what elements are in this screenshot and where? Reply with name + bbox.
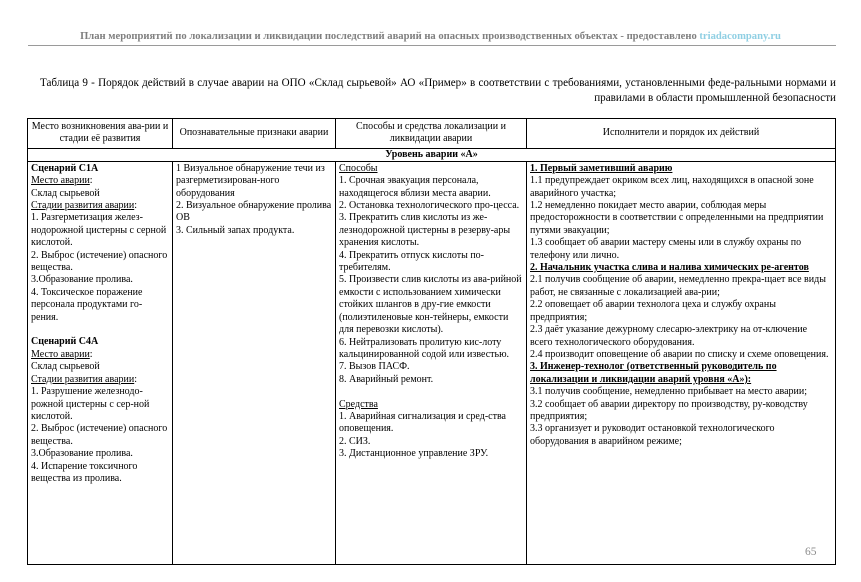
sign-item: 3. Сильный запах продукта. — [176, 224, 295, 236]
executor-title: 3. Инженер-технолог (ответственный руководитель по локализации и ликвидации аварий уровня «А»): — [530, 361, 777, 385]
stages-line — [31, 374, 169, 386]
level-row — [28, 148, 836, 161]
method-item: 5. Произвести слив кислоты из ава-рийной емкости с использованием химически стойких шлангов в дру-гие емкости (полиэтиленовые кон-тейнеры, емкости для перевозки кислоты). — [339, 274, 522, 336]
method-item: 1. Срочная эвакуация персонала, находящегося вблизи места аварии. — [339, 175, 491, 199]
cell-signs — [173, 161, 336, 564]
executor-item: 2.1 получив сообщение об аварии, немедленно прекра-щает все виды работ, не связанные с локализацией ава-рии; — [530, 274, 826, 298]
method-item: 2. Остановка технологического про-цесса. — [339, 200, 520, 212]
executor-item: 3.2 сообщает об аварии директору по производству, ру-ководству предприятия; — [530, 398, 808, 422]
place-label: Место аварии — [31, 175, 90, 187]
means-item: 3. Дистанционное управление ЗРУ. — [339, 448, 489, 460]
colon: : — [134, 200, 137, 212]
methods-label: Способы — [339, 162, 378, 174]
header-divider — [28, 45, 836, 46]
stage-item: 1. Разрушение железнодо-рожной цистерны с сер-ной кислотой. — [31, 386, 150, 422]
column-header-signs: Опознавательные признаки аварии — [173, 119, 336, 149]
stage-item: 2. Выброс (истечение) опасного вещества. — [31, 249, 168, 274]
accident-level: Уровень аварии «А» — [28, 148, 836, 161]
place-value: Склад сырьевой — [31, 187, 100, 199]
column-header-methods: Способы и средства локализации и ликвидации аварии — [336, 119, 527, 149]
executor-item: 2.2 оповещает об аварии технолога цеха и службу охраны предприятия; — [530, 299, 776, 323]
place-value: Склад сырьевой — [31, 361, 100, 373]
colon: : — [89, 348, 93, 360]
means-item: 2. СИЗ. — [339, 435, 371, 447]
executor-item: 1.1 предупреждает окриком всех лиц, находящихся в опасной зоне аварийного участка; — [530, 175, 814, 199]
scenario-title: Сценарий С1А — [31, 162, 99, 174]
place-line — [31, 349, 169, 361]
stage-item: 3.Образование пролива. — [31, 274, 133, 286]
table-header-row — [28, 119, 836, 149]
method-item: 6. Нейтрализовать пролитую кис-лоту кальцинированной содой или известью. — [339, 336, 510, 360]
column-header-place: Место возникновения ава-рии и стадии её развития — [28, 119, 173, 149]
document-header — [0, 31, 861, 42]
action-table — [27, 118, 836, 565]
executor-item: 3.1 получив сообщение, немедленно прибывает на место аварии; — [530, 386, 808, 398]
stages-label: Стадии развития аварии — [31, 373, 135, 385]
table-caption: Таблица 9 - Порядок действий в случае аварии на ОПО «Склад сырьевой» АО «Пример» в соответствии с требованиями, установленными феде-ральными нормами и правилами в области промышленной безопасности — [40, 77, 836, 104]
executor-item: 2.4 производит оповещение об аварии по списку и схеме оповещения. — [530, 348, 829, 360]
spacer — [339, 386, 523, 398]
executor-item: 1.3 сообщает об аварии мастеру смены или в службу охраны по телефону или лично. — [530, 237, 802, 261]
sign-item: 1 Визуальное обнаружение течи из разгерметизирован-ного оборудования — [176, 162, 325, 199]
stage-item: 3.Образование пролива. — [31, 448, 133, 460]
executor-item: 1.2 немедленно покидает место аварии, соблюдая меры предосторожности в соответствии с определенными на предприятии путями эвакуации; — [530, 200, 824, 236]
colon: : — [89, 175, 93, 187]
stages-label: Стадии развития аварии — [31, 200, 135, 212]
stage-item: 4. Токсическое поражение персонала продуктами го-рения. — [31, 286, 143, 323]
header-text: План мероприятий по локализации и ликвидации последствий аварий на опасных производственных объектах - предоставлено — [80, 31, 700, 42]
means-label: Средства — [339, 398, 378, 410]
method-item: 8. Аварийный ремонт. — [339, 373, 434, 385]
stage-item: 2. Выброс (истечение) опасного вещества. — [31, 423, 168, 447]
means-item: 1. Аварийная сигнализация и сред-ства оповещения. — [339, 410, 506, 435]
cell-methods — [336, 161, 527, 564]
cell-place — [28, 161, 173, 564]
executor-title: 2. Начальник участка слива и налива химических ре-агентов — [530, 262, 809, 274]
executor-item: 3.3 организует и руководит остановкой технологического оборудования в аварийном режиме; — [530, 423, 775, 447]
colon: : — [134, 373, 137, 385]
sign-item: 2. Визуальное обнаружение пролива ОВ — [176, 200, 332, 224]
header-link[interactable]: triadacompany.ru — [699, 31, 781, 42]
stage-item: 4. Испарение токсичного вещества из пролива. — [31, 460, 138, 484]
stages-line — [31, 200, 169, 212]
method-item: 4. Прекратить отпуск кислоты по-требителям. — [339, 249, 485, 274]
executor-item: 2.3 даёт указание дежурному слесарю-электрику на от-ключение всего технологического оборудования. — [530, 324, 808, 348]
page-number: 65 — [805, 546, 817, 558]
cell-executors — [527, 161, 836, 564]
spacer — [31, 324, 169, 336]
place-line — [31, 175, 169, 187]
method-item: 3. Прекратить слив кислоты из же-лезнодорожной цистерны в резерву-ары хранения кислоты. — [339, 212, 511, 249]
method-item: 7. Вызов ПАСФ. — [339, 361, 410, 373]
place-label: Место аварии — [31, 348, 90, 360]
table-body-row — [28, 161, 836, 564]
scenario-title: Сценарий С4А — [31, 336, 99, 348]
executor-title: 1. Первый заметивший аварию — [530, 162, 673, 174]
stage-item: 1. Разгерметизация желез-нодорожной цистерны с серной кислотой. — [31, 212, 167, 249]
column-header-executors: Исполнители и порядок их действий — [527, 119, 836, 149]
